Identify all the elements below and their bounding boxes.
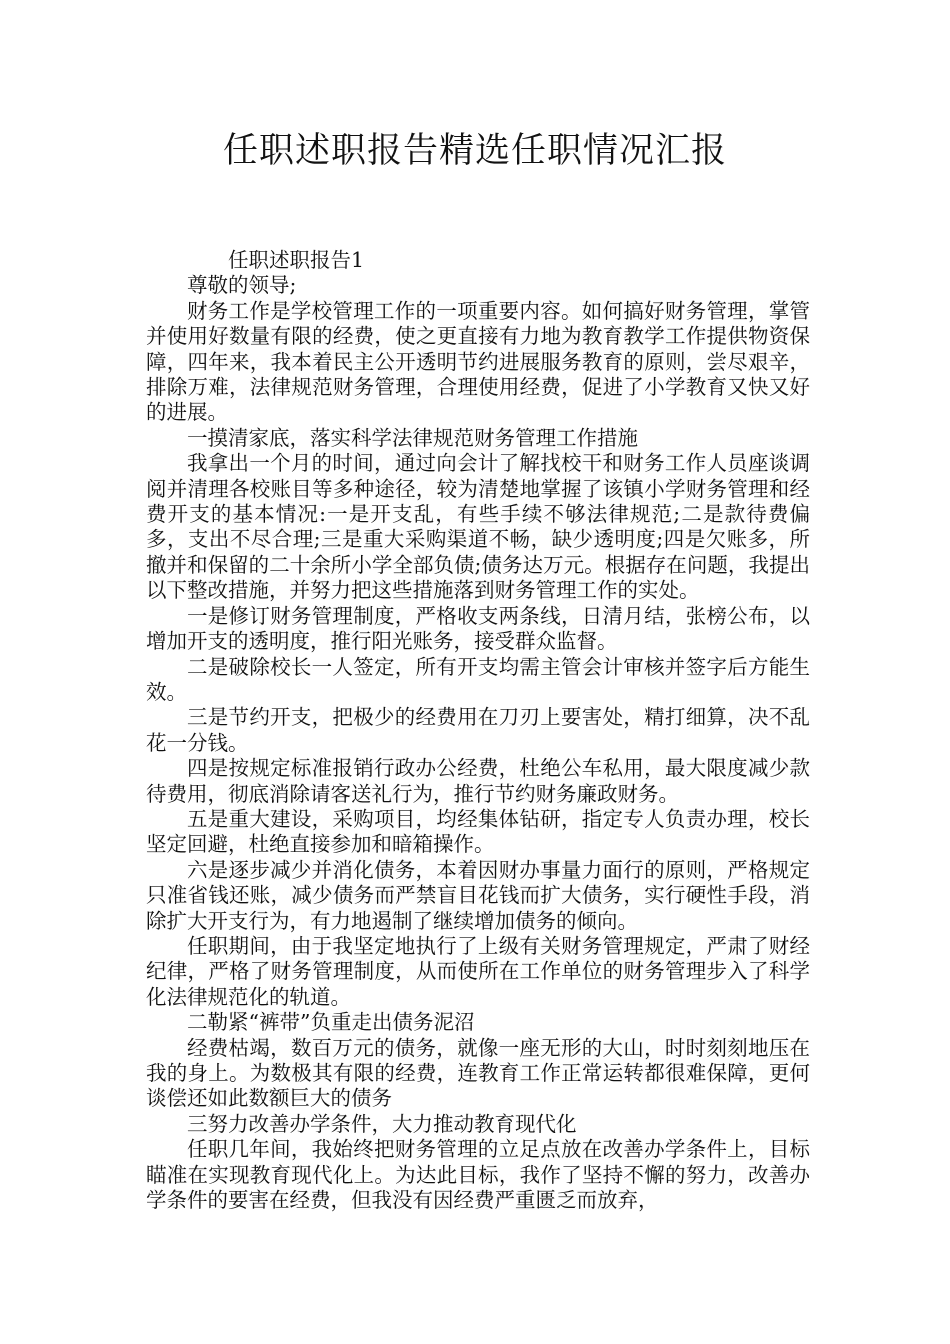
paragraph: 六是逐步减少并消化债务，本着因财办事量力面行的原则，严格规定只准省钱还账，减少债务而严禁盲目花钱而扩大债务，实行硬性手段，消除扩大开支行为，有力地遏制了继续增加债务的倾向。 bbox=[146, 857, 810, 933]
paragraph: 三是节约开支，把极少的经费用在刀刃上要害处，精打细算，决不乱花一分钱。 bbox=[146, 705, 810, 755]
section-heading: 三努力改善办学条件，大力推动教育现代化 bbox=[187, 1111, 577, 1136]
section-heading: 二勒紧“裤带”负重走出债务泥沼 bbox=[187, 1010, 475, 1035]
paragraph: 二是破除校长一人签定，所有开支均需主管会计审核并签字后方能生效。 bbox=[146, 654, 810, 704]
salutation: 尊敬的领导; bbox=[187, 273, 297, 298]
document-body bbox=[146, 248, 810, 1213]
paragraph: 财务工作是学校管理工作的一项重要内容。如何搞好财务管理，掌管并使用好数量有限的经费，使之更直接有力地为教育教学工作提供物资保障，四年来，我本着民主公开透明节约进展服务教育的原则，尝尽艰辛，排除万难，法律规范财务管理，合理使用经费，促进了小学教育又快又好的进展。 bbox=[146, 298, 810, 425]
paragraph: 任职几年间，我始终把财务管理的立足点放在改善办学条件上，目标瞄准在实现教育现代化上。为达此目标，我作了坚持不懈的努力，改善办学条件的要害在经费，但我没有因经费严重匮乏而放弃， bbox=[146, 1137, 810, 1213]
paragraph: 经费枯竭，数百万元的债务，就像一座无形的大山，时时刻刻地压在我的身上。为数极其有限的经费，连教育工作正常运转都很难保障，更何谈偿还如此数额巨大的债务 bbox=[146, 1035, 810, 1111]
paragraph: 一是修订财务管理制度，严格收支两条线，日清月结，张榜公布，以增加开支的透明度，推行阳光账务，接受群众监督。 bbox=[146, 603, 810, 654]
paragraph: 我拿出一个月的时间，通过向会计了解找校干和财务工作人员座谈调阅并清理各校账目等多种途径，较为清楚地掌握了该镇小学财务管理和经费开支的基本情况:一是开支乱，有些手续不够法律规范;二是款待费偏多，支出不尽合理;三是重大采购渠道不畅，缺少透明度;四是欠账多，所撤并和保留的二十余所小学全部负债;债务达万元。根据存在问题，我提出以下整改措施，并努力把这些措施落到财务管理工作的实处。 bbox=[146, 451, 810, 603]
document-title: 任职述职报告精选任职情况汇报 bbox=[222, 131, 727, 171]
paragraph: 五是重大建设，采购项目，均经集体钻研，指定专人负责办理，校长坚定回避，杜绝直接参加和暗箱操作。 bbox=[146, 806, 810, 857]
report-heading: 任职述职报告1 bbox=[228, 248, 365, 272]
paragraph: 任职期间，由于我坚定地执行了上级有关财务管理规定，严肃了财经纪律，严格了财务管理制度，从而使所在工作单位的财务管理步入了科学化法律规范化的轨道。 bbox=[146, 933, 810, 1009]
paragraph: 四是按规定标准报销行政办公经费，杜绝公车私用，最大限度减少款待费用，彻底消除请客送礼行为，推行节约财务廉政财务。 bbox=[146, 756, 810, 806]
section-heading: 一摸清家底，落实科学法律规范财务管理工作措施 bbox=[187, 425, 638, 450]
